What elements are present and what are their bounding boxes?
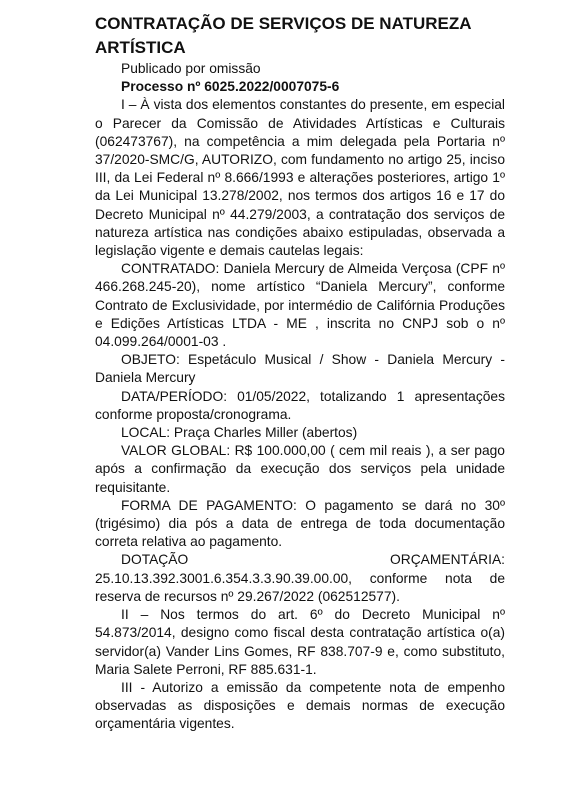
paragraph-authorization: I – À vista dos elementos constantes do presente, em especial o Parecer da Comissão de Atividades Artísticas e Culturais (062473767), na competência a mim delegada pela Portaria nº 37/2020-SMC/G, AUTORIZO, com fundamento no artigo 25, inciso III, da Lei Federal nº 8.666/1993 e alterações posteriores, artigo 1º da Lei Municipal 13.278/2002, nos termos dos artigos 16 e 17 do Decreto Municipal nº 44.279/2003, a contratação dos serviços de natureza artística nas condições abaixo estipuladas, observada a legislação vigente e demais cautelas legais: [95, 97, 505, 259]
paragraph-dotacao: DOTAÇÃO ORÇAMENTÁRIA: 25.10.13.392.3001.6.354.3.3.90.39.00.00, conforme nota de reserva de recursos nº 29.267/2022 (062512577). [95, 552, 505, 604]
process-number: Processo nº 6025.2022/0007075-6 [121, 79, 340, 95]
paragraph-data-periodo: DATA/PERÍODO: 01/05/2022, totalizando 1 apresentações conforme proposta/cronograma. [95, 388, 505, 422]
document-title: CONTRATAÇÃO DE SERVIÇOS DE NATUREZA ARTÍSTICA [95, 14, 471, 57]
paragraph-fiscal: II – Nos termos do art. 6º do Decreto Municipal nº 54.873/2014, designo como fiscal desta contratação artística o(a) servidor(a) Vander Lins Gomes, RF 838.707-9 e, como substituto, Maria Salete Perroni, RF 885.631-1. [95, 607, 505, 677]
paragraph-objeto: OBJETO: Espetáculo Musical / Show - Daniela Mercury - Daniela Mercury [95, 352, 505, 386]
paragraph-valor-global: VALOR GLOBAL: R$ 100.000,00 ( cem mil reais ), a ser pago após a confirmação da execução dos serviços pela unidade requisitante. [95, 443, 505, 495]
paragraph-local: LOCAL: Praça Charles Miller (abertos) [121, 425, 358, 441]
document-body [95, 60, 505, 734]
published-note: Publicado por omissão [121, 61, 261, 76]
paragraph-forma-pagamento: FORMA DE PAGAMENTO: O pagamento se dará no 30º (trigésimo) dia pós a data de entrega de toda documentação correta relativa ao pagamento. [95, 497, 505, 550]
paragraph-empenho: III - Autorizo a emissão da competente nota de empenho observadas as disposições e demais normas de execução orçamentária vigentes. [95, 679, 505, 732]
paragraph-contratado: CONTRATADO: Daniela Mercury de Almeida Verçosa (CPF nº 466.268.245-20), nome artístico “Daniela Mercury”, conforme Contrato de Exclusividade, por intermédio de Califórnia Produções e Edições Artísticas LTDA - ME , inscrita no CNPJ sob o nº 04.099.264/0001-03 . [95, 261, 505, 350]
